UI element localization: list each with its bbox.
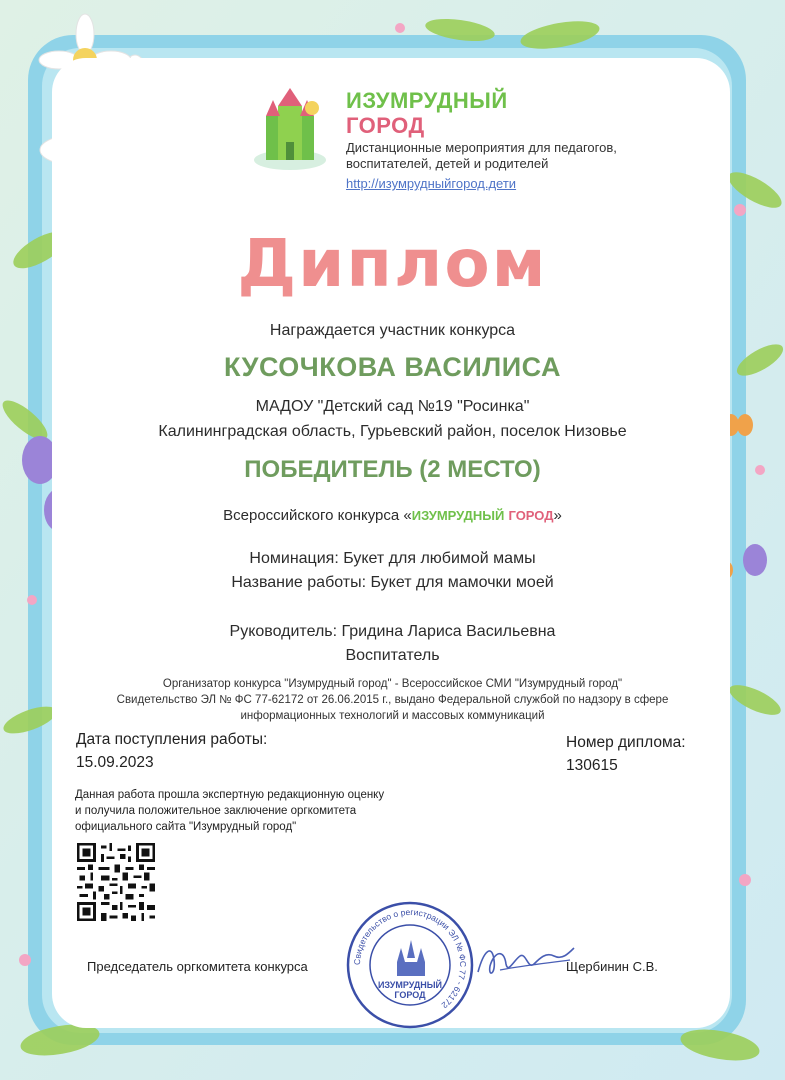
logo-subtitle: Дистанционные мероприятия для педагогов, воспитателей, детей и родителей	[346, 140, 617, 171]
supervisor: Руководитель: Гридина Лариса Васильевна	[229, 623, 556, 640]
contest-prefix: Всероссийского конкурса «	[223, 507, 412, 524]
received-date-label: Дата поступления работы:	[76, 731, 268, 748]
contest-name-part2: ГОРОД	[508, 508, 554, 523]
logo-title-line1: ИЗУМРУДНЫЙ	[346, 88, 508, 113]
organizer-line3: информационных технологий и массовых коммуникаций	[240, 710, 545, 722]
review-note-line1: Данная работа прошла экспертную редакционную оценку	[75, 789, 385, 801]
handwritten-signature	[470, 930, 580, 990]
review-note-line3: официального сайта "Изумрудный город"	[75, 821, 297, 833]
participant-name: КУСОЧКОВА ВАСИЛИСА	[224, 352, 561, 382]
location: Калининградская область, Гурьевский район, поселок Низовье	[158, 423, 627, 440]
work-title: Название работы: Букет для мамочки моей	[231, 574, 554, 591]
nomination: Номинация: Букет для любимой мамы	[249, 550, 536, 567]
chairman-name: Щербинин С.В.	[566, 959, 658, 974]
stamp-center-line2: ГОРОД	[394, 990, 426, 1000]
castle-logo-icon	[250, 86, 330, 172]
diploma-heading: Диплом	[237, 225, 548, 302]
contest-name-part1: ИЗУМРУДНЫЙ	[411, 508, 505, 523]
review-note-line2: и получила положительное заключение оргкомитета	[75, 805, 357, 817]
diploma-number-value: 130615	[566, 757, 618, 774]
website-link[interactable]: http://изумрудныйгород.дети	[346, 176, 517, 191]
winner-place: ПОБЕДИТЕЛЬ (2 МЕСТО)	[244, 456, 541, 483]
organizer-line2: Свидетельство ЭЛ № ФС 77-62172 от 26.06.2015 г., выдано Федеральной службой по надзору в сфере	[116, 694, 669, 706]
qr-code-icon[interactable]	[77, 843, 155, 921]
logo-title-line2: ГОРОД	[346, 113, 425, 138]
organizer-line1: Организатор конкурса "Изумрудный город" - Всероссийское СМИ "Изумрудный город"	[162, 678, 623, 690]
institution: МАДОУ "Детский сад №19 "Росинка"	[255, 398, 530, 415]
official-stamp-icon	[345, 900, 475, 1030]
diploma-number-label: Номер диплома:	[566, 734, 686, 751]
chairman-label: Председатель оргкомитета конкурса	[87, 959, 308, 974]
stamp-ring-text: Свидетельство о регистрации ЭЛ № ФС 77 - 62172	[351, 906, 469, 1011]
contest-line	[0, 507, 785, 524]
received-date-value: 15.09.2023	[76, 754, 154, 771]
contest-suffix: »	[553, 507, 562, 524]
awarded-text: Награждается участник конкурса	[269, 322, 516, 339]
supervisor-role: Воспитатель	[345, 647, 440, 664]
stamp-center-line1: ИЗУМРУДНЫЙ	[377, 980, 443, 990]
